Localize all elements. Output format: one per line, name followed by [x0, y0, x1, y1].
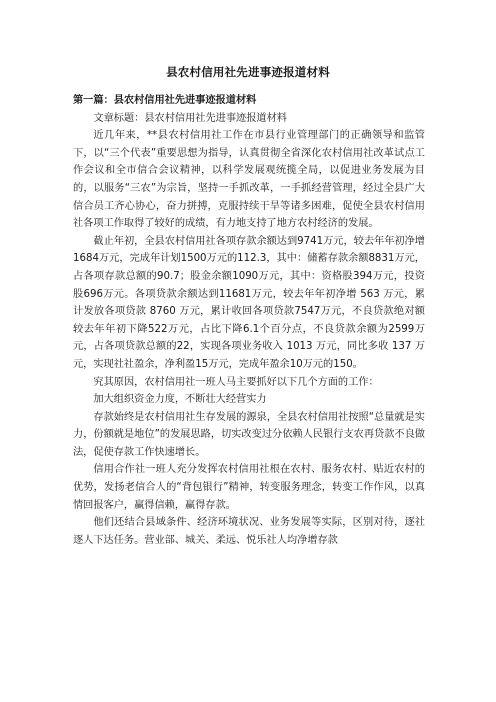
document-title: 县农村信用社先进事迹报道材料 — [166, 65, 330, 79]
intro-paragraph: 近几年来，**县农村信用社工作在市县行业管理部门的正确领导和监管下，以“三个代表”重要思想为指导，认真贯彻全省深化农村信用社改革试点工作会议和全市信合会议精神，以科学发展观统揽全局，以促进业务发展为目的，以服务“三农”为宗旨，坚持一手抓改革，一手抓经营管理，经过全县广大信合员工齐心协心，奋力拼搏，克服持续干旱等诸多困难，促使全县农村信用社各项工作取得了较好的成绩，有力地支持了地方农村经济的发展。 — [73, 130, 425, 230]
deposit-paragraph: 存款始终是农村信用社生存发展的源泉，全县农村信用社按照“总量就是实力，份额就是地位”的发展思路，切实改变过分依赖人民银行支农再贷款不良做法，促使存款工作快速增长。 — [73, 411, 425, 458]
task-paragraph: 他们还结合县域条件、经济环境状况、业务发展等实际，区别对待，逐社逐人下达任务。营业部、城关、柔远、悦乐社人均净增存款 — [73, 517, 425, 546]
document-body — [73, 92, 425, 549]
article-title-line: 文章标题：县农村信用社先进事迹报道材料 — [93, 112, 287, 124]
reasons-paragraph: 究其原因，农村信用社一班人马主要抓好以下几个方面的工作： — [93, 376, 379, 388]
statistics-paragraph: 截止年初，全县农村信用社各项存款余额达到9741万元，较去年年初净增1684万元，完成年计划1500万元的112.3，其中：储蓄存款余额8831万元，占各项存款总额的90.7；股金余额1090万元，其中：资格股394万元，投资股696万元。各项贷款余额达到11681万元，较去年年初净增 563 万元，累计发放各项贷款 8760 万元，累计收回各项贷款7547万元，不良贷款绝对额较去年年初下降522万元，占比下降6.1个百分点，不良贷款余额为2599万元，占各项贷款总额的22，实现各项业务收入 1013 万元，同比多收 137 万元，实现社社盈余，净利盈15万元，完成年盈余10万元的150。 — [73, 235, 425, 370]
subheading-paragraph: 加大组织资金力度，不断壮大经营实力 — [93, 394, 267, 406]
section-heading: 第一篇：县农村信用社先进事迹报道材料 — [73, 95, 257, 106]
service-paragraph: 信用合作社一班人充分发挥农村信用社根在农村、服务农村、贴近农村的优势，发扬老信合人的“背包银行”精神，转变服务理念，转变工作作风，以真情回报客户，赢得信赖，赢得存款。 — [73, 464, 425, 511]
